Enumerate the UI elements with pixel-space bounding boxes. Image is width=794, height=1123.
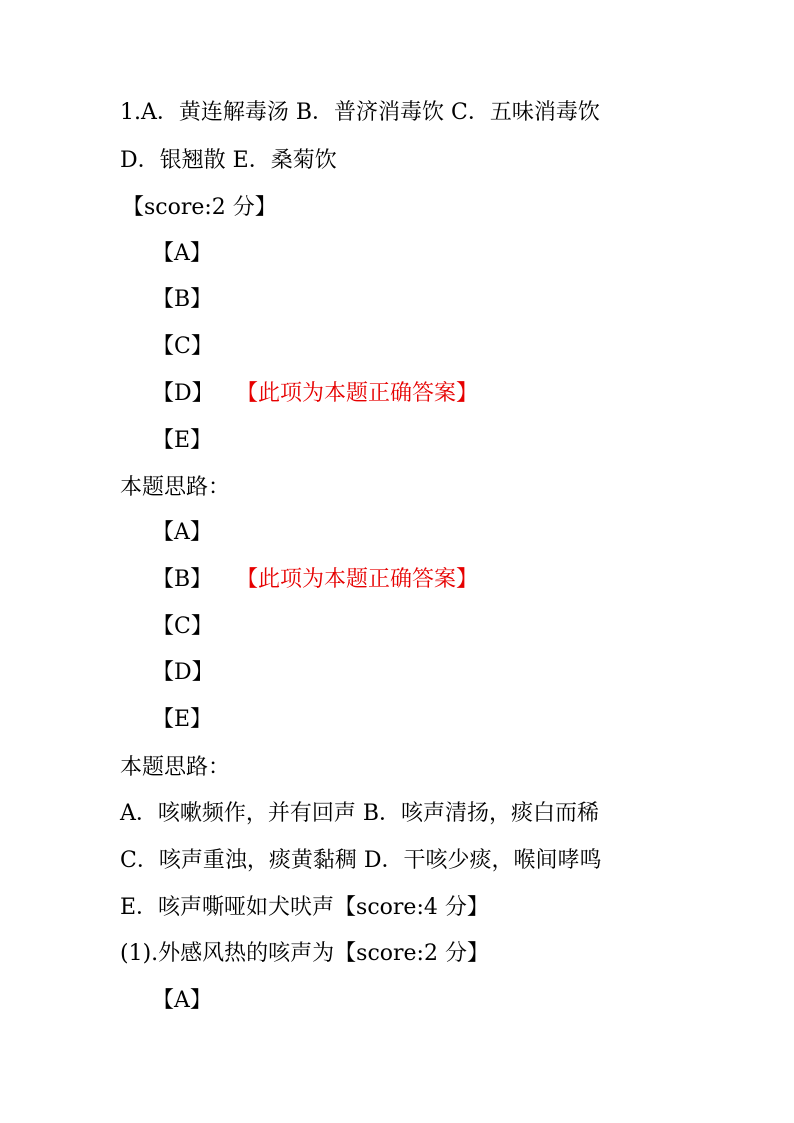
option-c: 【C】: [152, 334, 213, 359]
correct-answer-note: 【此项为本题正确答案】: [236, 381, 479, 406]
choices-line3: E．咳声嘶哑如犬吠声【score:4 分】: [120, 895, 489, 920]
option-b: 【B】: [152, 287, 213, 312]
option-d: 【D】: [152, 660, 214, 685]
thinking-label: 本题思路：: [120, 755, 231, 780]
option-b: 【B】 【此项为本题正确答案】: [152, 567, 479, 592]
option-e: 【E】: [152, 707, 213, 732]
thinking-label: 本题思路：: [120, 475, 231, 500]
question-text-line2: D．银翘散 E．桑菊饮: [120, 148, 337, 173]
choices-line1: A．咳嗽频作，并有回声 B．咳声清扬，痰白而稀: [120, 801, 600, 826]
option-a: 【A】: [152, 988, 212, 1013]
correct-answer-note: 【此项为本题正确答案】: [236, 567, 479, 592]
subquestion-text: (1).外感风热的咳声为【score:2 分】: [120, 941, 489, 966]
question-text-line1: 1.A．黄连解毒汤 B．普济消毒饮 C．五味消毒饮: [120, 100, 600, 125]
option-a: 【A】: [152, 520, 212, 545]
score-label: 【score:2 分】: [122, 195, 277, 220]
option-c: 【C】: [152, 614, 213, 639]
choices-line2: C．咳声重浊，痰黄黏稠 D．干咳少痰，喉间哮鸣: [120, 848, 602, 873]
option-d: 【D】 【此项为本题正确答案】: [152, 381, 479, 406]
option-a: 【A】: [152, 241, 212, 266]
option-e: 【E】: [152, 428, 213, 453]
